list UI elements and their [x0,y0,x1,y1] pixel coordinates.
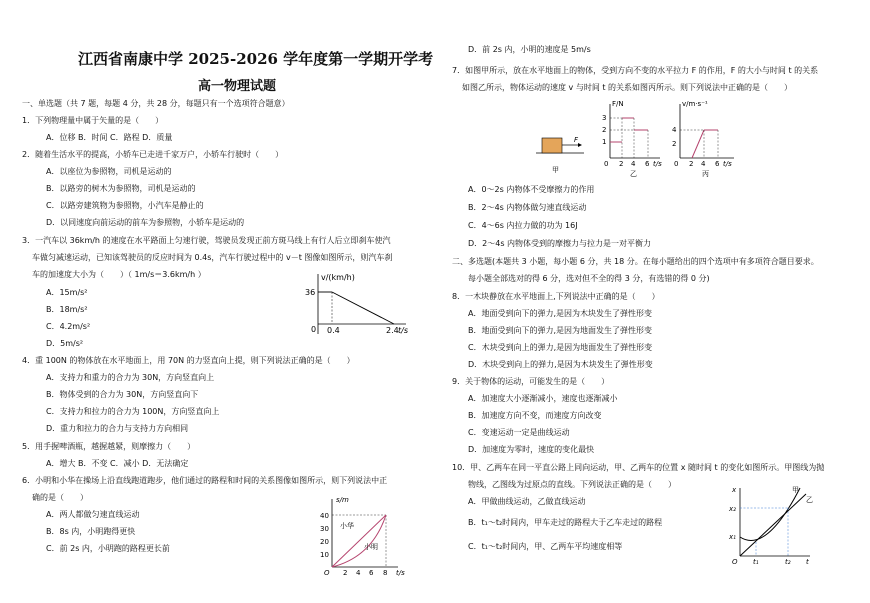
q6-ylabel: s/m [336,496,349,504]
q7-option-b: B．2～4s 内物体做匀速直线运动 [468,203,587,212]
q7-bing-x-tick: 6 [715,160,720,168]
q10-xlabel: t [806,558,809,566]
q3-option-c: C．4.2m/s² [46,322,91,331]
q6-option-b: B．8s 内，小明跑得更快 [46,527,136,536]
q7-block [542,138,562,153]
q2-option-b: B．以路旁的树木为参照物，司机是运动的 [46,184,196,193]
q6-y-tick: 20 [320,538,329,546]
q7-yi-x-tick: 2 [619,160,624,168]
question-8: 8．一木块静放在水平地面上,下列说法中正确的是（ ） [452,292,660,301]
q8-option-a: A．地面受到向下的弹力,是因为木块发生了弹性形变 [468,309,653,318]
q8-option-c: C．木块受到向上的弹力,是因为地面发生了弹性形变 [468,343,653,352]
q8-option-b: B．地面受到向下的弹力,是因为地面发生了弹性形变 [468,326,653,335]
q3-x04: 0.4 [327,326,340,335]
q10-x2: x₂ [729,505,736,513]
q10-yi-line [740,494,806,556]
q3-option-a: A．15m/s² [46,288,88,297]
q4-option-a: A．支持力和重力的合力为 30N，方向竖直向上 [46,373,215,382]
question-3-line1: 3．一汽车以 36km/h 的速度在水平路面上匀速行驶，驾驶员发现正前方斑马线上有行人后立即刹车使汽 [22,236,391,245]
q7-yi-y-tick: 2 [602,126,607,134]
q4-option-b: B．物体受到的合力为 30N，方向竖直向下 [46,390,199,399]
question-10-line1: 10．甲、乙两车在同一平直公路上同向运动，甲、乙两车的位置 x 随时间 t 的变化如图所示。甲图线为抛 [452,463,825,472]
section-1-heading: 一、单选题（共 7 题，每题 4 分，共 28 分，每题只有一个选项符合题意） [22,99,290,108]
q7-fig-yi [602,100,662,178]
q6-x-tick: 2 [343,569,348,577]
q7-yi-x-tick: 4 [631,160,636,168]
q10-label-jia: 甲 [792,486,799,494]
question-3-line3: 车的加速度大小为（ ）（ 1m/s＝3.6km/h ） [32,270,206,279]
question-5-options: A．增大 B．不变 C．减小 D．无法确定 [46,459,189,468]
q7-label-jia: 甲 [552,166,559,174]
q3-vt-graph [302,270,414,340]
q6-x-tick: 4 [356,569,361,577]
q9-option-a: A．加速度大小逐渐减小，速度也逐渐减小 [468,394,618,403]
q6-label-xiaoming: 小明 [364,543,378,551]
q4-option-d: D．重力和拉力的合力与支持力方向相同 [46,424,189,433]
page-title: 江西省南康中学 2025-2026 学年度第一学期开学考 [78,50,434,68]
q10-option-a: A．甲做曲线运动，乙做直线运动 [468,497,586,506]
q10-jia-parabola [740,488,800,540]
q6-xlabel: t/s [396,569,405,577]
question-9: 9．关于物体的运动，可能发生的是（ ） [452,377,610,386]
q6-x-tick: 8 [383,569,388,577]
q3-decel-line [332,292,394,324]
page-subtitle: 高一物理试题 [198,79,277,94]
q7-yi-xlabel: t/s [653,160,662,168]
q3-x24: 2.4 [386,326,399,335]
q9-option-c: C．变速运动一定是曲线运动 [468,428,570,437]
q7-bing-x-tick: 4 [701,160,706,168]
question-4: 4．重 100N 的物体放在水平地面上，用 70N 的力竖直向上提，则下列说法正确的是（ ） [22,356,355,365]
q7-bing-y-tick: 4 [672,126,677,134]
q7-bing-origin: 0 [674,160,679,168]
q6-y-tick: 40 [320,512,329,520]
question-1-options: A．位移 B．时间 C．路程 D．质量 [46,133,173,142]
q7-label-bing: 丙 [702,170,709,178]
q7-option-c: C．4～6s 内拉力做的功为 16J [468,221,578,230]
q7-label-yi: 乙 [630,170,637,178]
q7-option-d: D．2～4s 内物体受到的摩擦力与拉力是一对平衡力 [468,239,652,248]
q10-xt-graph [726,484,818,566]
q10-option-c: C．t₁～t₂时间内，甲、乙两车平均速度相等 [468,542,623,551]
question-6-line2: 确的是（ ） [32,493,88,502]
q10-x1: x₁ [729,533,736,541]
q7-yi-x-tick: 6 [645,160,650,168]
q3-xlabel: t/s [398,326,408,335]
q3-option-d: D．5m/s² [46,339,84,348]
q10-label-yi: 乙 [806,496,813,504]
question-5: 5．用手握啤酒瓶，越握越紧，则摩擦力（ ） [22,442,196,451]
q10-ylabel: x [732,486,737,494]
q6-option-d: D．前 2s 内，小明的速度是 5m/s [468,45,591,54]
question-2: 2．随着生活水平的提高，小轿车已走进千家万户，小轿车行驶时（ ） [22,150,284,159]
q6-origin: O [324,569,330,577]
question-1: 1．下列物理量中属于矢量的是（ ） [22,116,164,125]
q7-bing-x-tick: 2 [689,160,694,168]
q7-fig-jia [536,136,584,174]
q6-st-graph [310,493,414,579]
q3-origin: 0 [311,325,317,334]
q6-y-tick: 30 [320,525,329,533]
q2-option-a: A．以座位为参照物，司机是运动的 [46,167,172,176]
q10-t1: t₁ [753,558,759,566]
q2-option-c: C．以路旁建筑物为参照物，小汽车是静止的 [46,201,204,210]
question-3-line2: 车做匀减速运动，已知该驾驶员的反应时间为 0.4s，汽车行驶过程中的 v－t 图像如图所示，则汽车刹 [32,253,393,262]
q10-t2: t₂ [785,558,791,566]
q7-yi-ylabel: F/N [612,100,624,108]
q3-option-b: B．18m/s² [46,305,88,314]
q7-yi-origin: 0 [604,160,609,168]
question-6-line1: 6．小明和小华在操场上沿直线跑道跑步，他们通过的路程和时间的关系图像如图所示，则下列说法中正 [22,476,388,485]
q7-yi-y-tick: 3 [602,114,607,122]
q6-y-tick: 10 [320,551,329,559]
q6-x-tick: 6 [369,569,374,577]
q3-ylabel: v/(km/h) [321,273,355,282]
q2-option-d: D．以同速度向前运动的前车为参照物，小轿车是运动的 [46,218,245,227]
q3-y36: 36 [305,288,316,297]
q7-figures [530,98,750,178]
q7-bing-ylabel: v/m·s⁻¹ [682,100,708,108]
section-2-heading-line1: 二、多选题(本题共 3 小题，每小题 6 分，共 18 分。在每小题给出的四个选项中有多项符合题目要求。 [452,257,819,266]
q6-label-xiaohua: 小华 [340,522,354,530]
q7-fig-bing [672,100,734,178]
q7-bing-xlabel: t/s [723,160,732,168]
q7-yi-y-tick: 1 [602,138,607,146]
q4-option-c: C．支持力和拉力的合力为 100N，方向竖直向上 [46,407,220,416]
section-2-heading-line2: 每小题全部选对的得 6 分，选对但不全的得 3 分，有选错的得 0 分) [468,274,710,283]
q7-bing-y-tick: 2 [672,140,677,148]
q10-origin: O [732,558,738,566]
q9-option-d: D．加速度为零时，速度的变化最快 [468,445,595,454]
q8-option-d: D．木块受到向上的弹力,是因为木块发生了弹性形变 [468,360,653,369]
q6-option-c: C．前 2s 内，小明跑的路程更长前 [46,544,170,553]
q9-option-b: B．加速度方向不变，而速度方向改变 [468,411,602,420]
question-7-line2: 如图乙所示，物体运动的速度 v 与时间 t 的关系如图丙所示。则下列说法中正确的是（ ） [462,83,793,92]
q7-option-a: A．0～2s 内物体不受摩擦力的作用 [468,185,595,194]
question-10-line2: 物线，乙图线为过原点的直线。下列说法正确的是（ ） [468,480,676,489]
q7-force-label: F [574,136,579,144]
q6-option-a: A．两人都做匀速直线运动 [46,510,140,519]
question-7-line1: 7．如图甲所示，放在水平地面上的物体，受到方向不变的水平拉力 F 的作用，F 的大小与时间 t 的关系 [452,66,819,75]
q10-option-b: B．t₁～t₂时间内，甲车走过的路程大于乙车走过的路程 [468,518,663,527]
